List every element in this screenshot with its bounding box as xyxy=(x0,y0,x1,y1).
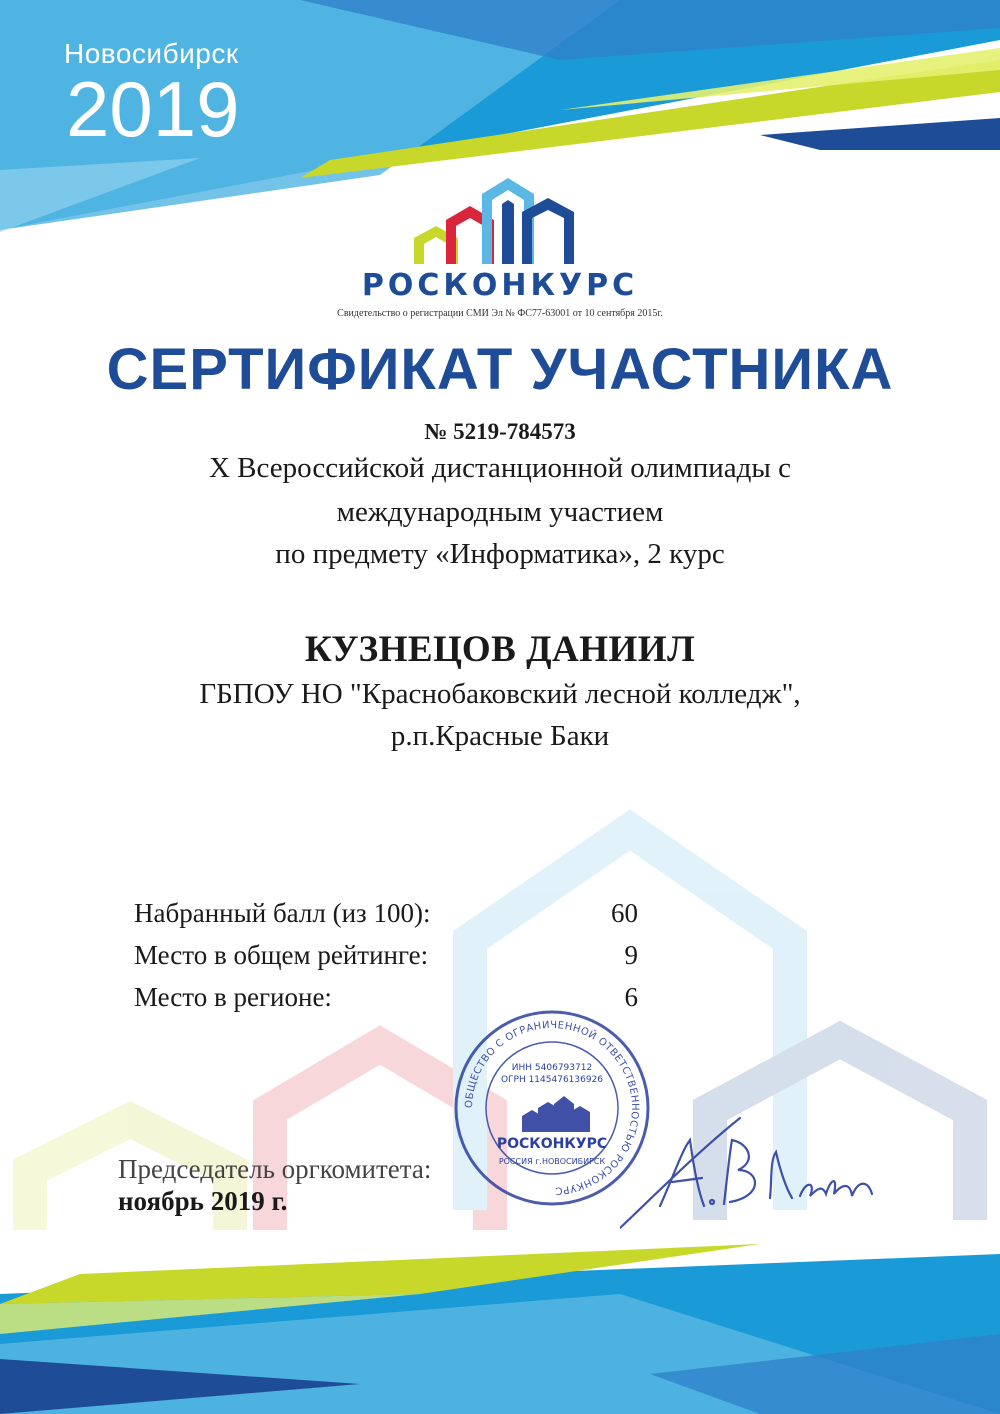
city-label: Новосибирск xyxy=(64,38,239,69)
event-line-2: международным участием xyxy=(336,496,664,528)
footer-decoration xyxy=(0,1234,1000,1414)
stamp-inn: ИНН 5406793712 xyxy=(511,1063,593,1073)
institution-line-2: р.п.Красные Баки xyxy=(390,720,610,752)
participant-name: КУЗНЕЦОВ ДАНИИЛ xyxy=(304,629,696,670)
region-rank-value: 6 xyxy=(624,982,638,1012)
certificate-number: № 5219-784573 xyxy=(424,419,576,444)
chairman-label: Председатель оргкомитета: xyxy=(118,1154,432,1184)
stamp-ogrn: ОГРН 1145476136926 xyxy=(500,1075,604,1085)
overall-rank-value: 9 xyxy=(624,940,638,970)
brand-name: РОСКОНКУРС xyxy=(361,268,639,303)
registration-note: Свидетельство о регистрации СМИ Эл № ФС77-63001 от 10 сентября 2015г. xyxy=(337,308,663,319)
overall-rank-label: Место в общем рейтинге: xyxy=(134,940,429,970)
institution-line-1: ГБПОУ НО "Краснобаковский лесной колледж", xyxy=(199,678,801,710)
score-value: 60 xyxy=(611,898,638,928)
stamp-outer-text: ОБЩЕСТВО С ОГРАНИЧЕННОЙ ОТВЕТСТВЕННОСТЬЮ РОСКОНКУРС xyxy=(463,1019,641,1197)
event-line-3: по предмету «Информатика», 2 курс xyxy=(275,538,725,570)
event-line-1: X Всероссийской дистанционной олимпиады с xyxy=(208,452,792,484)
stamp-brand: РОСКОНКУРС xyxy=(496,1136,608,1152)
stamp-location: РОССИЯ г.НОВОСИБИРСК xyxy=(498,1157,606,1166)
issue-date: ноябрь 2019 г. xyxy=(118,1186,288,1216)
chairman-signature xyxy=(620,1110,900,1230)
year-label: 2019 xyxy=(66,65,240,153)
rostkonkurs-logo-icon xyxy=(410,172,590,268)
certificate-title: СЕРТИФИКАТ УЧАСТНИКА xyxy=(106,337,894,402)
region-rank-label: Место в регионе: xyxy=(134,982,332,1012)
score-label: Набранный балл (из 100): xyxy=(134,898,431,928)
